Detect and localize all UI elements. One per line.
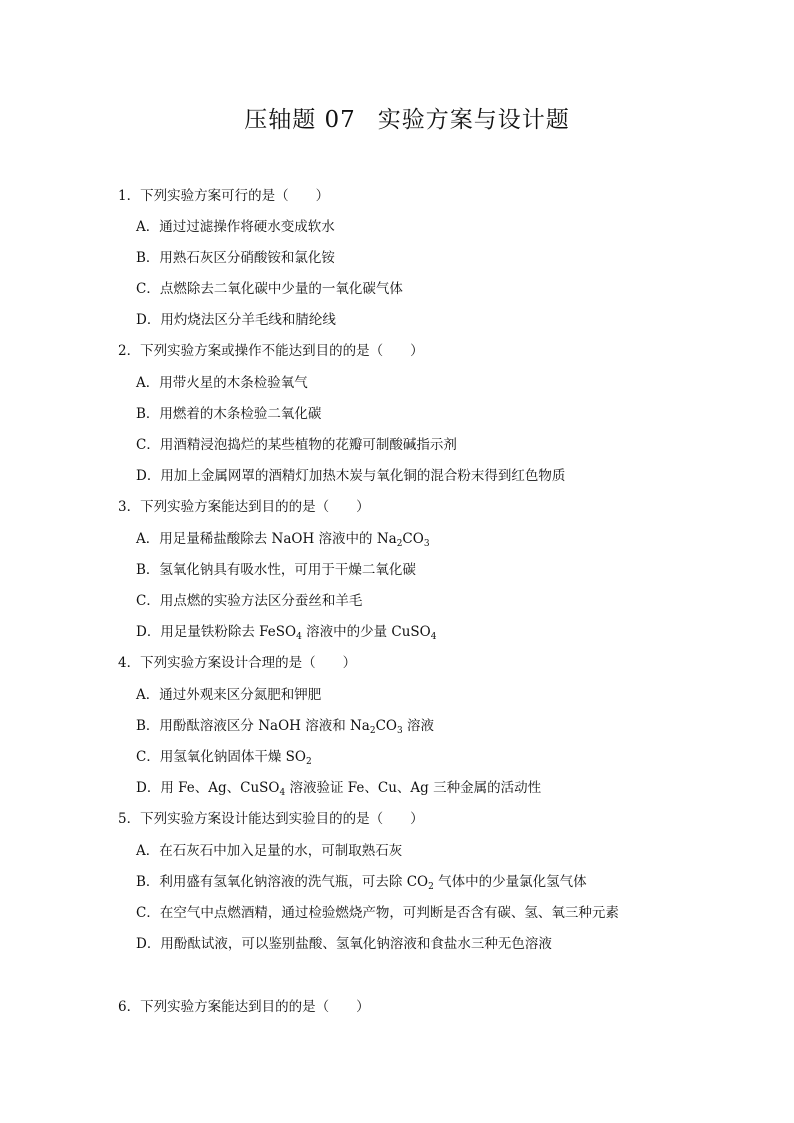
question-option: C．用酒精浸泡捣烂的某些植物的花瓣可制酸碱指示剂 bbox=[136, 437, 457, 453]
question-option: C．用氢氧化钠固体干燥 $SO_2$ bbox=[136, 749, 312, 767]
question-stem: 6．下列实验方案能达到目的的是（ ） bbox=[118, 999, 370, 1015]
question-option: A．在石灰石中加入足量的水，可制取熟石灰 bbox=[136, 843, 403, 859]
question-option: B．用酚酞溶液区分 NaOH 溶液和 $Na_2CO_3$ 溶液 bbox=[136, 718, 435, 736]
page-title bbox=[0, 101, 794, 134]
question-option: A．通过过滤操作将硬水变成软水 bbox=[136, 219, 335, 235]
question-option: B．氢氧化钠具有吸水性，可用于干燥二氧化碳 bbox=[136, 562, 416, 578]
question-stem: 3．下列实验方案能达到目的的是（ ） bbox=[118, 499, 370, 515]
question-option: D．用灼烧法区分羊毛线和腈纶线 bbox=[136, 312, 336, 328]
question-option: A．用带火星的木条检验氧气 bbox=[136, 375, 308, 391]
question-stem: 1．下列实验方案可行的是（ ） bbox=[118, 188, 330, 204]
question-option: B．用熟石灰区分硝酸铵和氯化铵 bbox=[136, 250, 335, 266]
question-option: C．点燃除去二氧化碳中少量的一氧化碳气体 bbox=[136, 281, 403, 297]
question-option: D．用足量铁粉除去 FeSO$_4$ 溶液中的少量 CuSO$_4$ bbox=[136, 624, 437, 642]
question-option: C．在空气中点燃酒精，通过检验燃烧产物，可判断是否含有碳、氢、氧三种元素 bbox=[136, 905, 619, 921]
question-option: A．用足量稀盐酸除去 NaOH 溶液中的 $Na_2CO_3$ bbox=[136, 531, 430, 549]
question-stem: 4．下列实验方案设计合理的是（ ） bbox=[118, 655, 357, 671]
question-option: D．用 Fe、Ag、CuSO$_4$ 溶液验证 Fe、Cu、Ag 三种金属的活动性 bbox=[136, 780, 542, 798]
question-option: A．通过外观来区分氮肥和钾肥 bbox=[136, 687, 322, 703]
question-option: D．用酚酞试液，可以鉴别盐酸、氢氧化钠溶液和食盐水三种无色溶液 bbox=[136, 936, 552, 952]
question-option: D．用加上金属网罩的酒精灯加热木炭与氧化铜的混合粉末得到红色物质 bbox=[136, 468, 566, 484]
title-code: 压轴题 07 bbox=[244, 107, 356, 133]
question-stem: 5．下列实验方案设计能达到实验目的的是（ ） bbox=[118, 811, 424, 827]
question-option: C．用点燃的实验方法区分蚕丝和羊毛 bbox=[136, 593, 363, 609]
question-stem: 2．下列实验方案或操作不能达到目的的是（ ） bbox=[118, 343, 424, 359]
title-text: 实验方案与设计题 bbox=[377, 107, 570, 133]
question-option: B．利用盛有氢氧化钠溶液的洗气瓶，可去除 $CO_2$ 气体中的少量氯化氢气体 bbox=[136, 874, 587, 892]
question-option: B．用燃着的木条检验二氧化碳 bbox=[136, 406, 322, 422]
